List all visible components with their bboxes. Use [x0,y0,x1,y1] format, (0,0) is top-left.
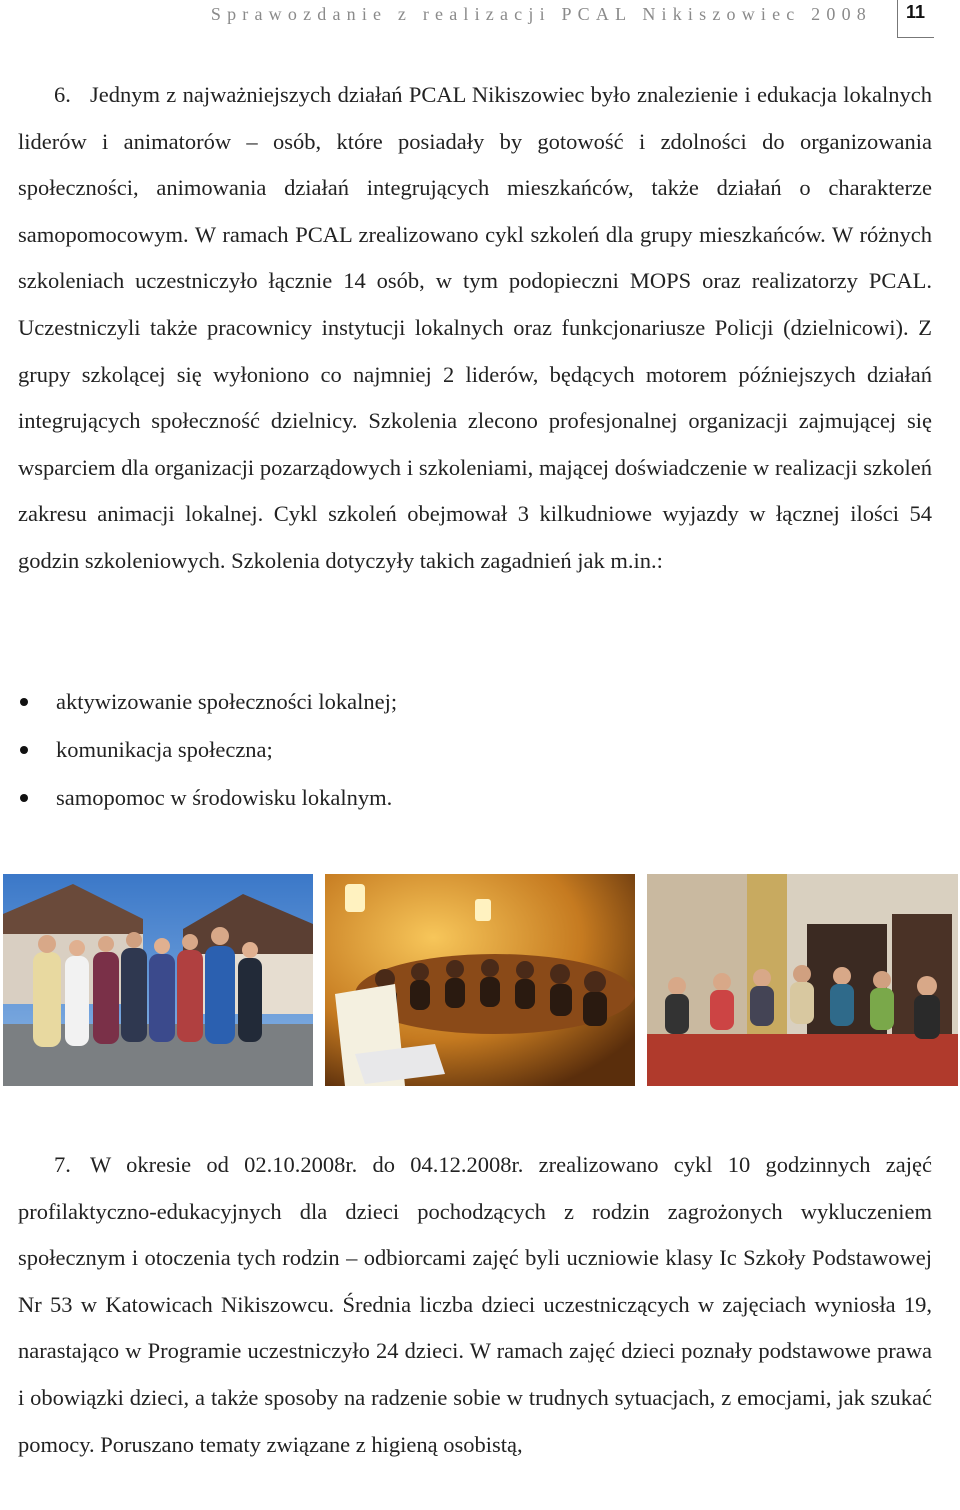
group-photo-outdoor [3,874,313,1086]
section-6-text: Jednym z najważniejszych działań PCAL Nikiszowiec było znalezienie i edukacja lokalnych liderów i animatorów – osób, które posiadały by gotowość i zdolności do organizowania społeczności, animowania działań integrujących mieszkańców, także działań o charakterze samopomocowym. W ramach PCAL zrealizowano cykl szkoleń dla grupy mieszkańców. W różnych szkoleniach uczestniczyło łącznie 14 osób, w tym podopieczni MOPS oraz realizatorzy PCAL. Uczestniczyli także pracownicy instytucji lokalnych oraz funkcjonariusze Policji (dzielnicowi). Z grupy szkolącej się wyłoniono co najmniej 2 liderów, będących motorem późniejszych działań integrujących społeczność dzielnicy. Szkolenia zlecono profesjonalnej organizacji zajmującej się wsparciem dla organizacji pozarządowych i szkoleniami, mającej doświadczenie w realizacji szkoleń zakresu animacji lokalnej. Cykl szkoleń obejmował 3 kilkudniowe wyjazdy w łącznej ilości 54 godzin szkoleniowych. Szkolenia dotyczyły takich zagadnień jak m.in.: [18,82,932,573]
training-session-photo [325,874,635,1086]
list-item: aktywizowanie społeczności lokalnej; [18,678,932,726]
page-number: 11 [906,2,926,22]
header-underline [897,37,934,38]
bullet-icon [20,746,28,754]
list-item: komunikacja społeczna; [18,726,932,774]
section-7-paragraph [18,1142,932,1468]
section-6-paragraph [18,72,932,585]
list-item: samopomoc w środowisku lokalnym. [18,774,932,822]
section-7-number: 7. [54,1152,71,1177]
meeting-circle-photo [647,874,958,1086]
bullet-icon [20,794,28,802]
section-7-text: W okresie od 02.10.2008r. do 04.12.2008r. zrealizowano cykl 10 godzinnych zajęć profilaktyczno-edukacyjnych dla dzieci pochodzących z rodzin zagrożonych wykluczeniem społecznym i otoczenia tych rodzin – odbiorcami zajęć byli uczniowie klasy Ic Szkoły Podstawowej Nr 53 w Katowicach Nikiszowcu. Średnia liczba dzieci uczestniczących w zajęciach wyniosła 19, narastająco w Programie uczestniczyło 24 dzieci. W ramach zajęć dzieci poznały podstawowe prawa i obowiązki dzieci, a także sposoby na radzenie sobie w trudnych sytuacjach, z emocjami, jak szukać pomocy. Poruszano tematy związane z higieną osobistą, [18,1152,932,1457]
page-header [0,0,960,40]
topics-list [18,678,932,822]
bullet-icon [20,698,28,706]
header-divider [897,0,898,38]
document-title: Sprawozdanie z realizacji PCAL Nikiszowiec 2008 [210,4,872,24]
section-6-number: 6. [54,82,71,107]
